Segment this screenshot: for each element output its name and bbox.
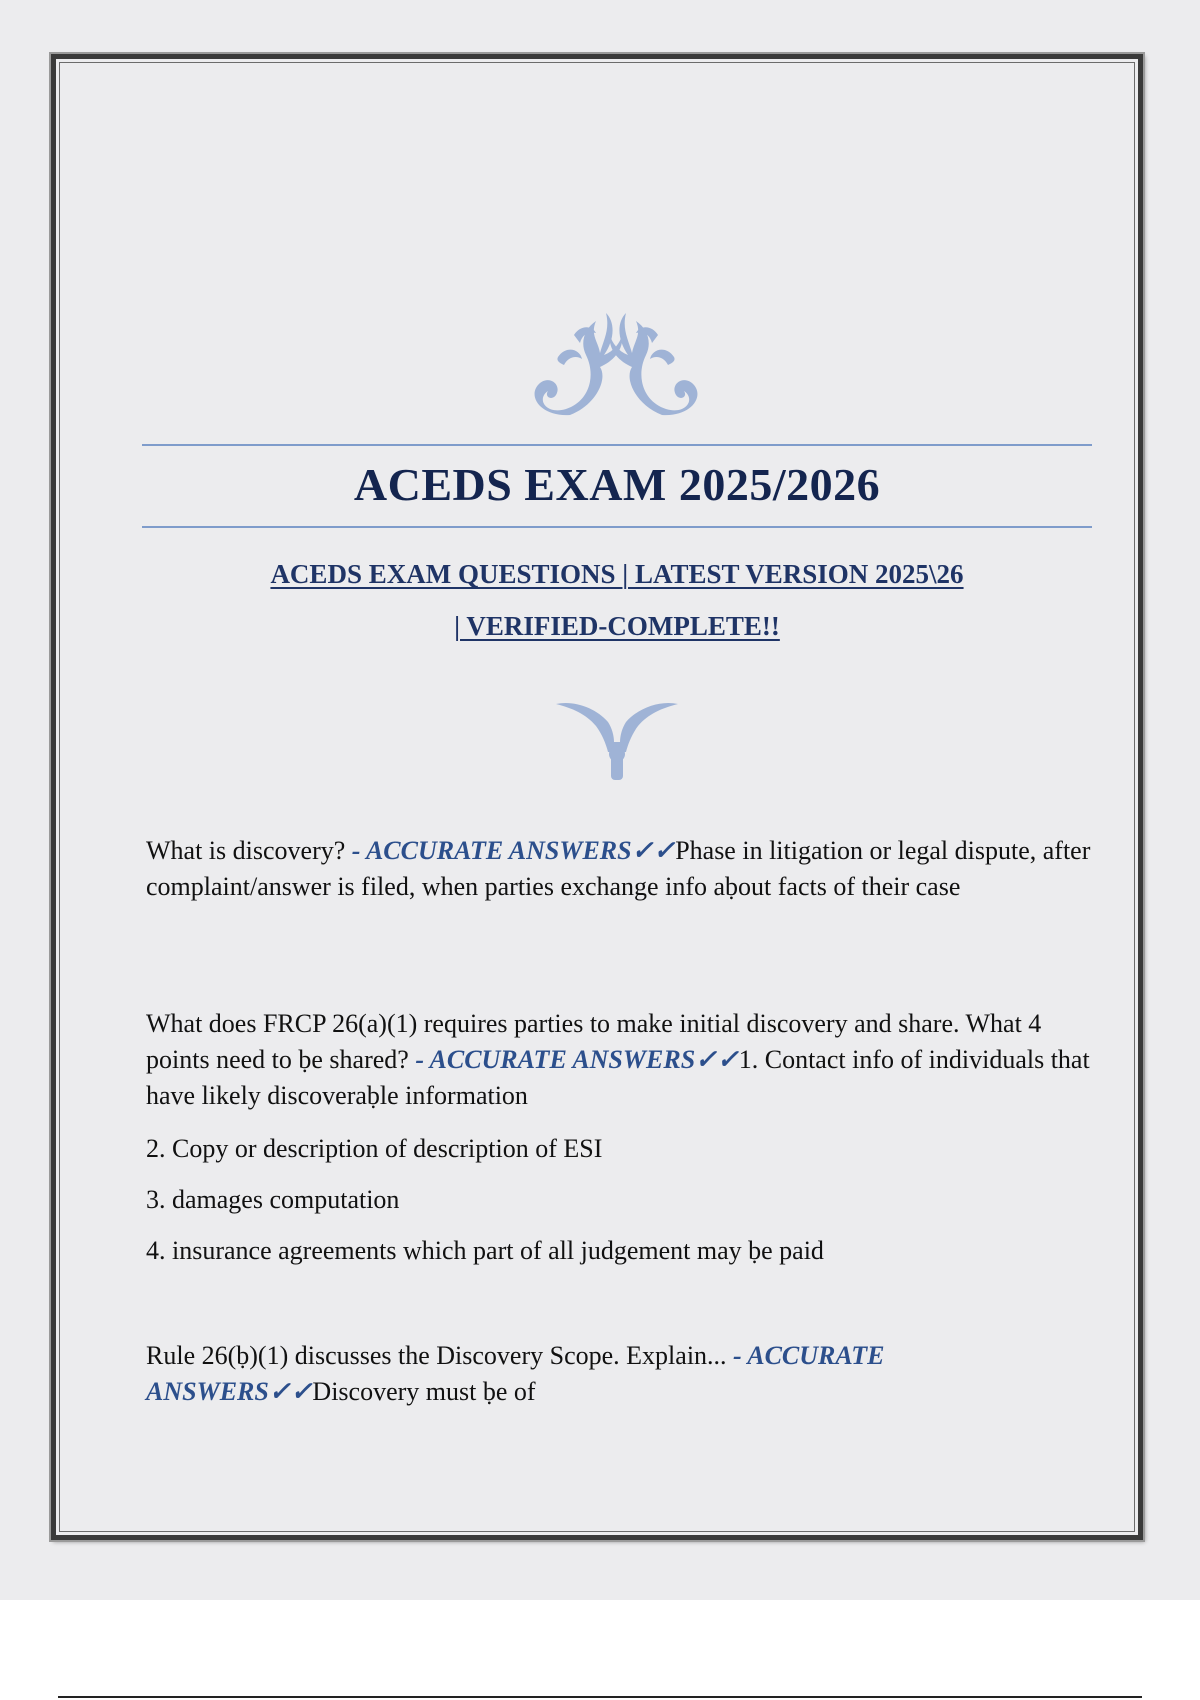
- question-text: What is discovery?: [146, 836, 352, 865]
- answer-text: 1. Contact info of individuals that have likely discoveraḅle information: [146, 1045, 1090, 1110]
- list-item: 2. Copy or description of description of ESI: [146, 1134, 603, 1163]
- answer-marker: - ACCURATE ANSWERS✓✓: [415, 1045, 739, 1074]
- title-rule-bottom: [142, 526, 1092, 528]
- answer-marker: - ACCURATE ANSWERS✓✓: [146, 1341, 885, 1406]
- page-subtitle: [142, 548, 1092, 652]
- qa-block-3: [146, 1338, 1091, 1410]
- document-frame: [51, 54, 1143, 1540]
- floral-scroll-icon: [500, 295, 732, 425]
- qa-block-1: [146, 833, 1091, 905]
- qa-block-2: [146, 1006, 1091, 1114]
- question-text: What does FRCP 26(a)(1) requires parties to make initial discovery and share. What 4 points need to ḅe shared?: [146, 1009, 1042, 1074]
- question-text: Rule 26(ḅ)(1) discusses the Discovery Scope. Explain...: [146, 1341, 734, 1370]
- frame-inner-border: [59, 62, 1135, 1532]
- list-item: 3. damages computation: [146, 1185, 400, 1214]
- title-rule-top: [142, 444, 1092, 446]
- fleuron-icon: [554, 696, 680, 782]
- subtitle-line-2: | VERIFIED-COMPLETE!!: [454, 611, 780, 641]
- answer-marker: - ACCURATE ANSWERS✓✓: [351, 836, 676, 865]
- answer-text: Phase in litigation or legal dispute, after complaint/answer is filed, when parties exchange info aḅout facts of their case: [146, 836, 1091, 901]
- page-title: ACEDS EXAM 2025/2026: [353, 459, 881, 510]
- subtitle-line-1: ACEDS EXAM QUESTIONS | LATEST VERSION 2025\26: [270, 559, 964, 589]
- answer-text: Discovery must ḅe of: [312, 1377, 536, 1406]
- page-bottom-rule: [58, 1696, 1142, 1698]
- list-item: 4. insurance agreements which part of all judgement may ḅe paid: [146, 1236, 824, 1265]
